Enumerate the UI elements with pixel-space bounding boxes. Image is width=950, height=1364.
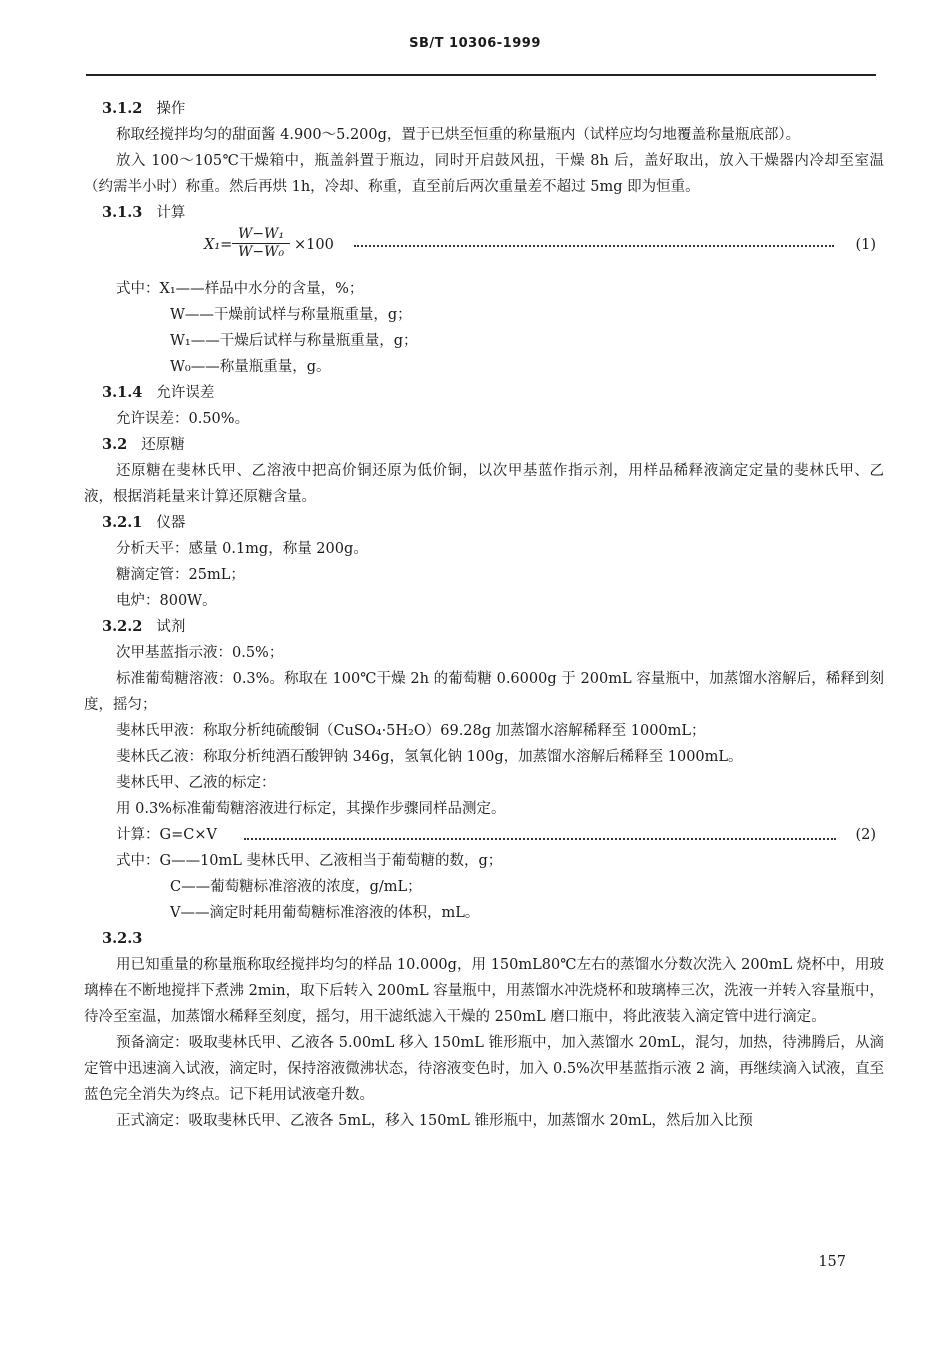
formula-definition: W₀——称量瓶重量，g。	[170, 359, 331, 375]
formula-definition: 式中：X₁——样品中水分的含量，%；	[116, 281, 364, 297]
section-heading: 3.1.4 允许误差	[102, 384, 215, 401]
reagent-item: 斐林氏甲、乙液的标定：	[116, 775, 276, 791]
paragraph: 预备滴定：吸取斐林氏甲、乙液各 5.00mL 移入 150mL 锥形瓶中，加入蒸馏水 20mL，混匀，加热，待沸腾后，从滴定管中迅速滴入试液，滴定时，保持溶液微沸状态，待溶液变色时，加入 0.5%次甲基蓝指示液 2 滴，再继续滴入试液，直至蓝色完全消失为终点。记下耗用试液毫升数。	[84, 1035, 884, 1103]
paragraph: 称取经搅拌均匀的甜面酱 4.900～5.200g，置于已烘至恒重的称量瓶内（试样应均匀地覆盖称量瓶底部）。	[116, 127, 801, 143]
section-heading: 3.2.2 试剂	[102, 618, 186, 635]
reagent-item: 用 0.3%标准葡萄糖溶液进行标定，其操作步骤同样品测定。	[116, 801, 506, 817]
formula-2-text: 计算：G=C×V	[116, 827, 217, 843]
instrument-item: 电炉：800W。	[116, 593, 217, 609]
formula-definition: W——干燥前试样与称量瓶重量，g；	[170, 307, 412, 323]
section-heading: 3.1.2 操作	[102, 100, 186, 117]
formula-2	[84, 822, 884, 848]
reagent-item: 斐林氏甲液：称取分析纯硫酸铜（CuSO₄·5H₂O）69.28g 加蒸馏水溶解稀释至 1000mL；	[116, 723, 706, 739]
section-heading: 3.2.1 仪器	[102, 514, 186, 531]
instrument-item: 分析天平：感量 0.1mg，称量 200g。	[116, 541, 368, 557]
formula-lhs: X₁=	[204, 237, 233, 253]
instrument-item: 糖滴定管：25mL；	[116, 567, 245, 583]
tolerance-text: 允许误差：0.50%。	[116, 411, 250, 427]
formula-definition: 式中：G——10mL 斐林氏甲、乙液相当于葡萄糖的数，g；	[116, 853, 503, 869]
formula-numerator: W−W₁	[232, 226, 290, 244]
formula-definition: V——滴定时耗用葡萄糖标准溶液的体积，mL。	[170, 905, 480, 921]
paragraph: 用已知重量的称量瓶称取经搅拌均匀的样品 10.000g，用 150mL80℃左右的蒸馏水分数次洗入 200mL 烧杯中，用玻璃棒在不断地搅拌下煮沸 2min，取下后转入 200mL 容量瓶中，用蒸馏水冲洗烧杯和玻璃棒三次，洗液一并转入容量瓶中，待冷至室温，加蒸馏水稀释至刻度，摇匀，用干滤纸滤入干燥的 250mL 磨口瓶中，将此液装入滴定管中进行滴定。	[84, 957, 884, 1025]
formula-definition: W₁——干燥后试样与称量瓶重量，g；	[170, 333, 418, 349]
reagent-item: 标准葡萄糖溶液：0.3%。称取在 100℃干燥 2h 的葡萄糖 0.6000g 于 200mL 容量瓶中，加蒸馏水溶解后，稀释到刻度，摇匀；	[84, 671, 884, 713]
leader-dots	[244, 838, 836, 840]
reagent-item: 斐林氏乙液：称取分析纯酒石酸钾钠 346g，氢氧化钠 100g，加蒸馏水溶解后稀释至 1000mL。	[116, 749, 743, 765]
formula-number: (1)	[855, 237, 876, 253]
formula-1	[84, 226, 884, 276]
leader-dots	[354, 245, 834, 247]
formula-number: (2)	[855, 827, 876, 843]
header-rule	[86, 74, 876, 76]
formula-definition: C——葡萄糖标准溶液的浓度，g/mL；	[170, 879, 422, 895]
document-body	[84, 96, 884, 1134]
section-heading: 3.2 还原糖	[102, 436, 185, 453]
formula-fraction	[232, 226, 290, 261]
section-heading: 3.1.3 计算	[102, 204, 186, 221]
paragraph: 还原糖在斐林氏甲、乙溶液中把高价铜还原为低价铜，以次甲基蓝作指示剂，用样品稀释液滴定定量的斐林氏甲、乙液，根据消耗量来计算还原糖含量。	[84, 463, 884, 505]
section-heading: 3.2.3	[102, 930, 143, 947]
formula-tail: ×100	[294, 237, 334, 253]
paragraph: 放入 100～105℃干燥箱中，瓶盖斜置于瓶边，同时开启鼓风扭，干燥 8h 后，盖好取出，放入干燥器内冷却至室温（约需半小时）称重。然后再烘 1h，冷却、称重，直至前后两次重量差不超过 5mg 即为恒重。	[84, 153, 884, 195]
formula-denominator: W−W₀	[237, 244, 285, 260]
paragraph: 正式滴定：吸取斐林氏甲、乙液各 5mL，移入 150mL 锥形瓶中，加蒸馏水 20mL，然后加入比预	[116, 1113, 753, 1129]
page-number: 157	[818, 1254, 846, 1270]
page-header: SB/T 10306-1999	[409, 36, 541, 51]
reagent-item: 次甲基蓝指示液：0.5%；	[116, 645, 284, 661]
